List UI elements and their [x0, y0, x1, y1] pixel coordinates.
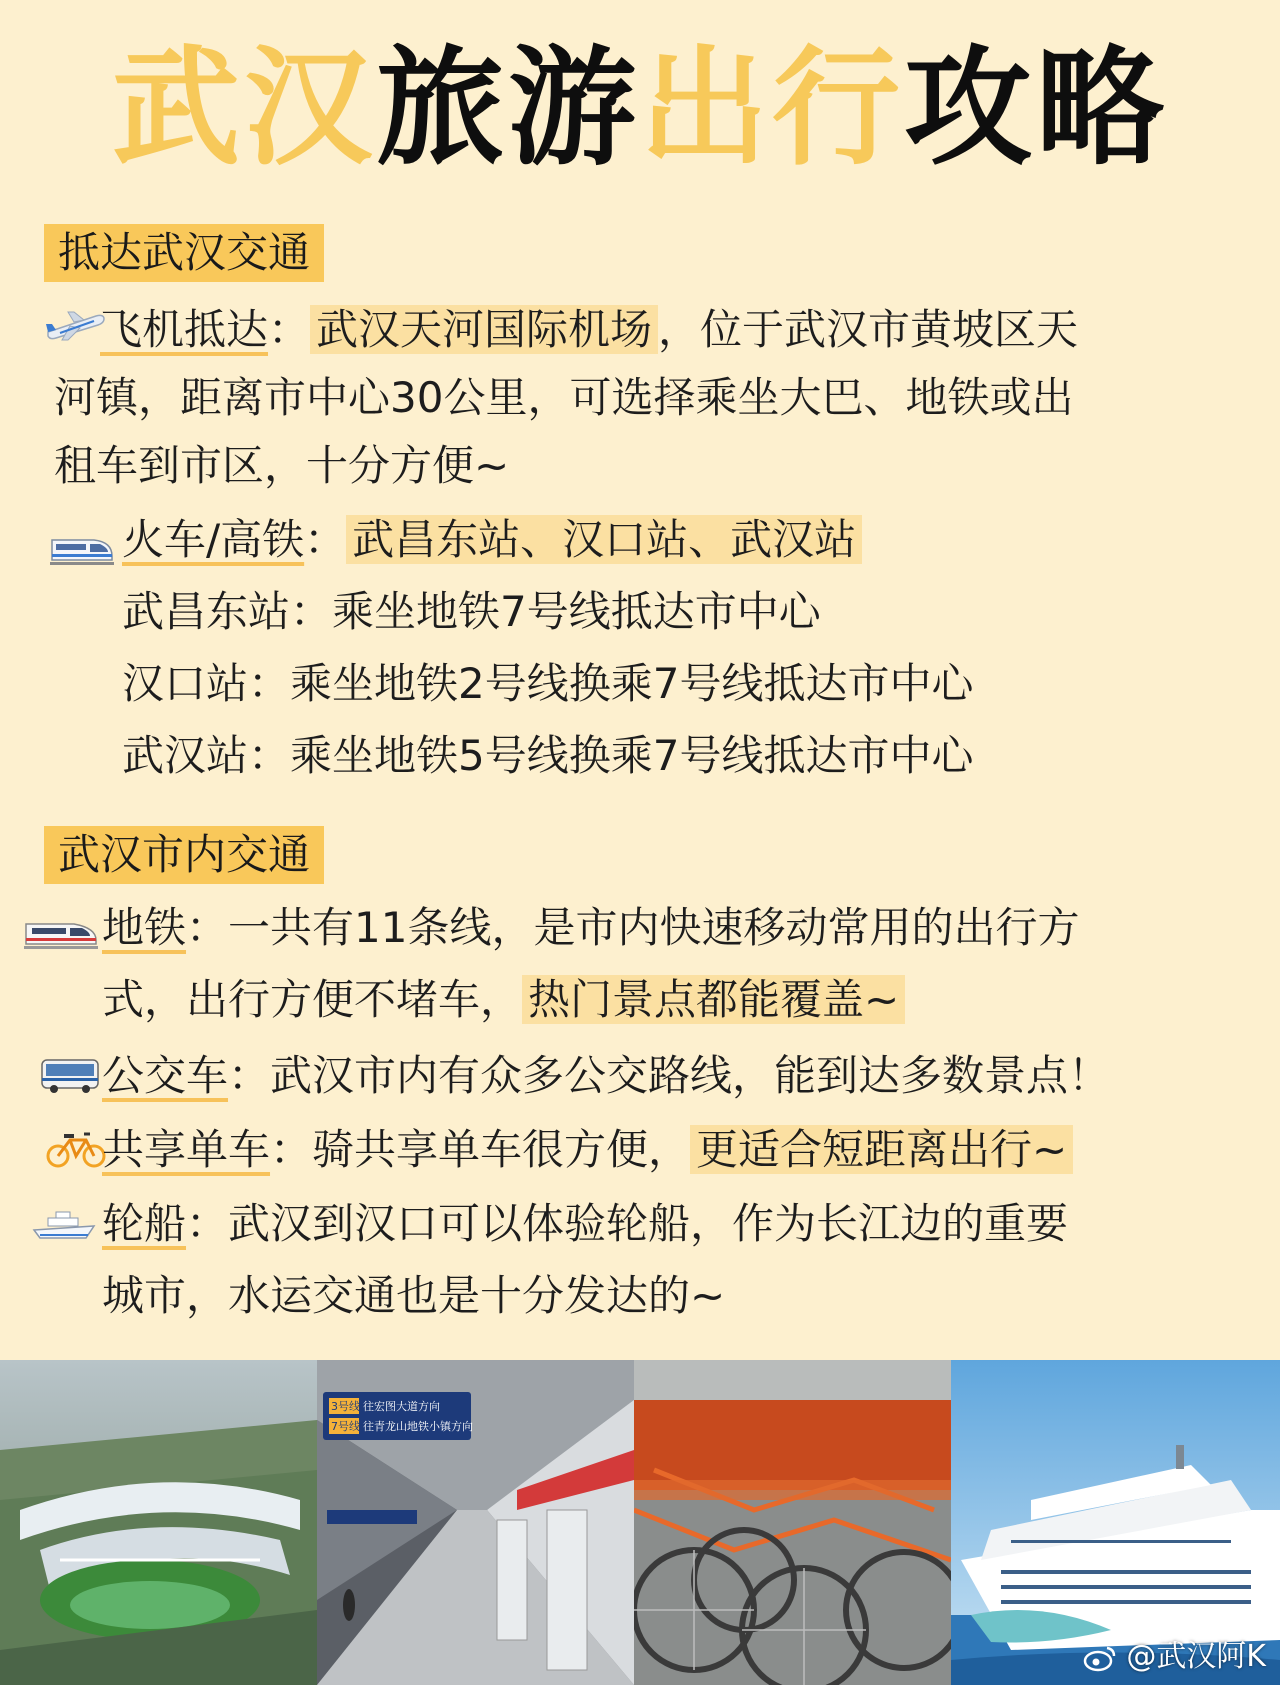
- photo-strip: [0, 1360, 1280, 1685]
- plane-label: 飞机抵达: [100, 305, 269, 354]
- page-title: [0, 34, 1280, 184]
- title-part-1: 武汉: [111, 34, 376, 183]
- watermark-text: @武汉阿K: [1126, 1639, 1266, 1674]
- title-part-2: 旅游: [375, 34, 640, 183]
- bike-highlight: 更适合短距离出行~: [690, 1125, 1073, 1174]
- weibo-icon: [1083, 1644, 1117, 1672]
- section-tag-city: 武汉市内交通: [44, 826, 324, 884]
- metro-sign-1-num: 3号线: [331, 1400, 360, 1413]
- bus-line: 公交车：武汉市内有众多公交路线，能到达多数景点！: [102, 1051, 1111, 1100]
- metro-sign-2-num: 7号线: [331, 1420, 360, 1433]
- watermark: [1083, 1631, 1266, 1675]
- metro-line-2: 式，出行方便不堵车， 热门景点都能覆盖~: [102, 970, 905, 1030]
- ship-label: 轮船: [102, 1199, 187, 1248]
- airport-photo: [0, 1360, 317, 1685]
- metro-train-icon: [24, 912, 98, 952]
- ship-line-1: 轮船：武汉到汉口可以体验轮船，作为长江边的重要: [102, 1199, 1069, 1248]
- title-part-3: 出行: [640, 34, 905, 183]
- bus-label: 公交车: [102, 1051, 229, 1100]
- train-line-4: 武汉站：乘坐地铁5号线换乘7号线抵达市中心: [122, 731, 974, 780]
- plane-line-3: 租车到市区，十分方便~: [54, 441, 510, 490]
- metro-sign-2: 往青龙山地铁小镇方向: [363, 1420, 473, 1433]
- train-highlight: 武昌东站、汉口站、武汉站: [346, 515, 862, 564]
- airplane-icon: [44, 306, 108, 346]
- plane-line-2: 河镇，距离市中心30公里，可选择乘坐大巴、地铁或出: [54, 373, 1074, 422]
- bus-icon: [38, 1056, 102, 1096]
- bike-line: 共享单车：骑共享单车很方便， 更适合短距离出行~: [102, 1120, 1073, 1180]
- cruise-ship-photo: [951, 1360, 1280, 1685]
- bikes-photo: [634, 1360, 951, 1685]
- bicycle-icon: [44, 1128, 108, 1168]
- train-line-3: 汉口站：乘坐地铁2号线换乘7号线抵达市中心: [122, 659, 974, 708]
- bike-label: 共享单车: [102, 1125, 271, 1174]
- metro-highlight: 热门景点都能覆盖~: [522, 975, 905, 1024]
- train-line-2: 武昌东站：乘坐地铁7号线抵达市中心: [122, 587, 821, 636]
- plane-line-1: 飞机抵达： 武汉天河国际机场 ，位于武汉市黄坡区天: [100, 305, 1079, 354]
- title-part-4: 攻略: [904, 34, 1169, 183]
- metro-line-1: 地铁：一共有11条线，是市内快速移动常用的出行方: [102, 903, 1080, 952]
- high-speed-train-icon: [50, 530, 114, 570]
- ship-icon: [32, 1204, 96, 1244]
- ship-line-2: 城市，水运交通也是十分发达的~: [102, 1271, 726, 1320]
- metro-sign-1: 往宏图大道方向: [363, 1400, 440, 1413]
- train-label: 火车/高铁: [122, 515, 305, 564]
- plane-highlight: 武汉天河国际机场: [310, 305, 658, 354]
- section-tag-arrival: 抵达武汉交通: [44, 224, 324, 282]
- train-line-1: 火车/高铁： 武昌东站、汉口站、武汉站: [122, 510, 862, 570]
- metro-photo: [317, 1360, 634, 1685]
- metro-label: 地铁: [102, 903, 187, 952]
